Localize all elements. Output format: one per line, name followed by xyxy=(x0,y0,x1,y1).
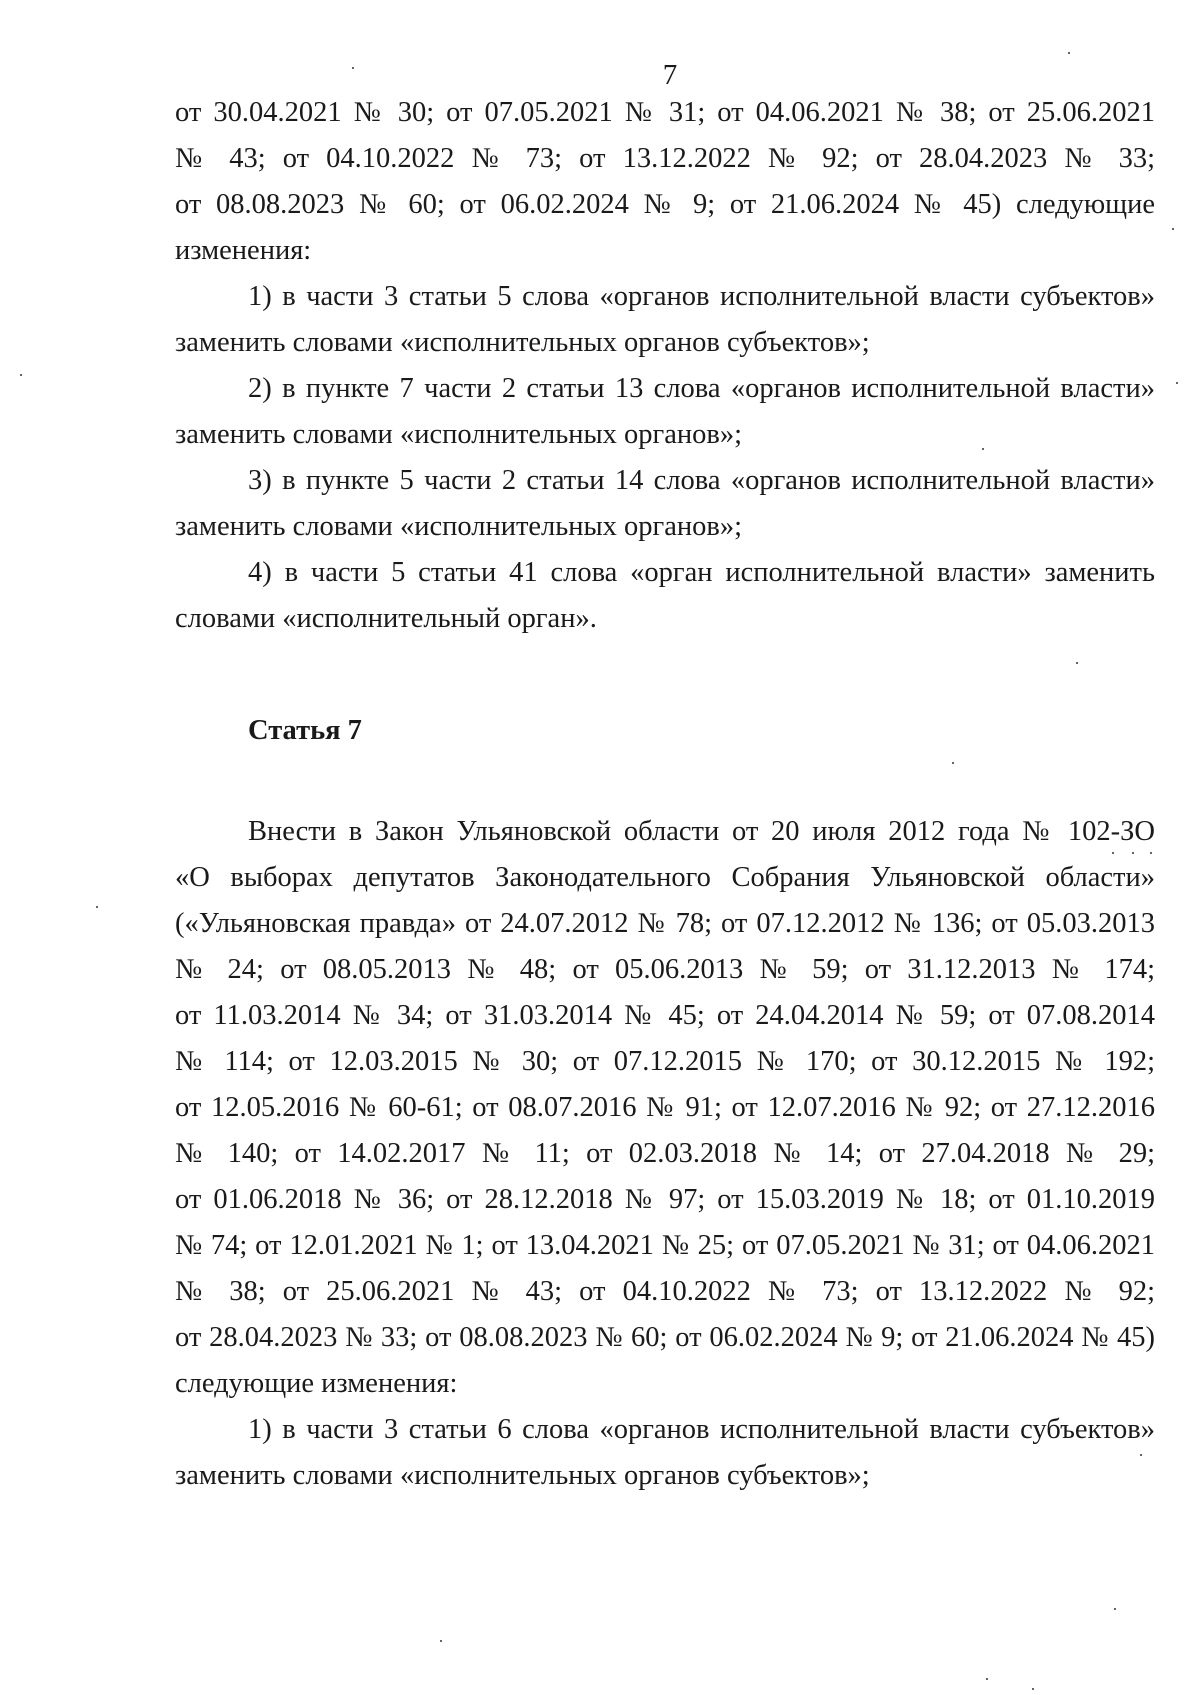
list-item-line: заменить словами «исполнительных органов субъектов»; xyxy=(175,327,870,358)
scan-speck xyxy=(1114,1608,1116,1610)
list-item-line: 3) в пункте 5 части 2 статьи 14 слова «органов исполнительной власти» xyxy=(248,465,1155,496)
body-line: Внести в Закон Ульяновской области от 20 июля 2012 года № 102-ЗО xyxy=(248,816,1155,847)
body-line: следующие изменения: xyxy=(175,1368,458,1399)
scan-speck xyxy=(986,1678,988,1680)
body-line: изменения: xyxy=(175,235,312,266)
scan-speck xyxy=(1172,228,1174,230)
body-line: № 140; от 14.02.2017 № 11; от 02.03.2018 № 14; от 27.04.2018 № 29; xyxy=(175,1138,1155,1169)
scan-speck xyxy=(352,67,354,69)
scan-speck xyxy=(1076,662,1078,664)
scan-speck xyxy=(96,906,98,908)
scan-speck xyxy=(1112,852,1114,854)
body-line: № 114; от 12.03.2015 № 30; от 07.12.2015 № 170; от 30.12.2015 № 192; xyxy=(175,1046,1155,1077)
article-heading: Статья 7 xyxy=(248,715,362,746)
list-item-line: словами «исполнительный орган». xyxy=(175,603,597,634)
scan-speck xyxy=(1150,852,1152,854)
list-item-line: 1) в части 3 статьи 6 слова «органов исполнительной власти субъектов» xyxy=(248,1414,1155,1445)
body-line: № 43; от 04.10.2022 № 73; от 13.12.2022 № 92; от 28.04.2023 № 33; xyxy=(175,143,1155,174)
list-item-line: 2) в пункте 7 части 2 статьи 13 слова «органов исполнительной власти» xyxy=(248,373,1155,404)
list-item-line: заменить словами «исполнительных органов»; xyxy=(175,511,743,542)
page-number: 7 xyxy=(662,59,678,91)
body-line: «О выборах депутатов Законодательного Собрания Ульяновской области» xyxy=(175,862,1155,893)
scan-speck xyxy=(1032,1688,1034,1690)
scan-speck xyxy=(440,1640,442,1642)
scan-speck xyxy=(1132,852,1134,854)
body-line: от 30.04.2021 № 30; от 07.05.2021 № 31; от 04.06.2021 № 38; от 25.06.2021 xyxy=(175,97,1155,128)
body-line: от 28.04.2023 № 33; от 08.08.2023 № 60; от 06.02.2024 № 9; от 21.06.2024 № 45) xyxy=(175,1322,1155,1353)
scan-speck xyxy=(982,448,984,450)
body-line: № 74; от 12.01.2021 № 1; от 13.04.2021 № 25; от 07.05.2021 № 31; от 04.06.2021 xyxy=(175,1230,1155,1261)
scan-speck xyxy=(1068,52,1070,54)
body-line: от 11.03.2014 № 34; от 31.03.2014 № 45; от 24.04.2014 № 59; от 07.08.2014 xyxy=(175,1000,1155,1031)
list-item-line: 4) в части 5 статьи 41 слова «орган исполнительной власти» заменить xyxy=(248,557,1155,588)
body-line: от 08.08.2023 № 60; от 06.02.2024 № 9; от 21.06.2024 № 45) следующие xyxy=(175,189,1155,220)
body-line: № 38; от 25.06.2021 № 43; от 04.10.2022 № 73; от 13.12.2022 № 92; xyxy=(175,1276,1155,1307)
body-line: от 12.05.2016 № 60-61; от 08.07.2016 № 91; от 12.07.2016 № 92; от 27.12.2016 xyxy=(175,1092,1155,1123)
body-line: № 24; от 08.05.2013 № 48; от 05.06.2013 № 59; от 31.12.2013 № 174; xyxy=(175,954,1155,985)
list-item-line: заменить словами «исполнительных органов»; xyxy=(175,419,743,450)
body-line: («Ульяновская правда» от 24.07.2012 № 78; от 07.12.2012 № 136; от 05.03.2013 xyxy=(175,908,1155,939)
scan-speck xyxy=(20,374,22,376)
scan-speck xyxy=(1176,382,1178,384)
scan-speck xyxy=(1140,1454,1142,1456)
scan-speck xyxy=(952,762,954,764)
list-item-line: заменить словами «исполнительных органов субъектов»; xyxy=(175,1460,870,1491)
body-line: от 01.06.2018 № 36; от 28.12.2018 № 97; от 15.03.2019 № 18; от 01.10.2019 xyxy=(175,1184,1155,1215)
list-item-line: 1) в части 3 статьи 5 слова «органов исполнительной власти субъектов» xyxy=(248,281,1155,312)
